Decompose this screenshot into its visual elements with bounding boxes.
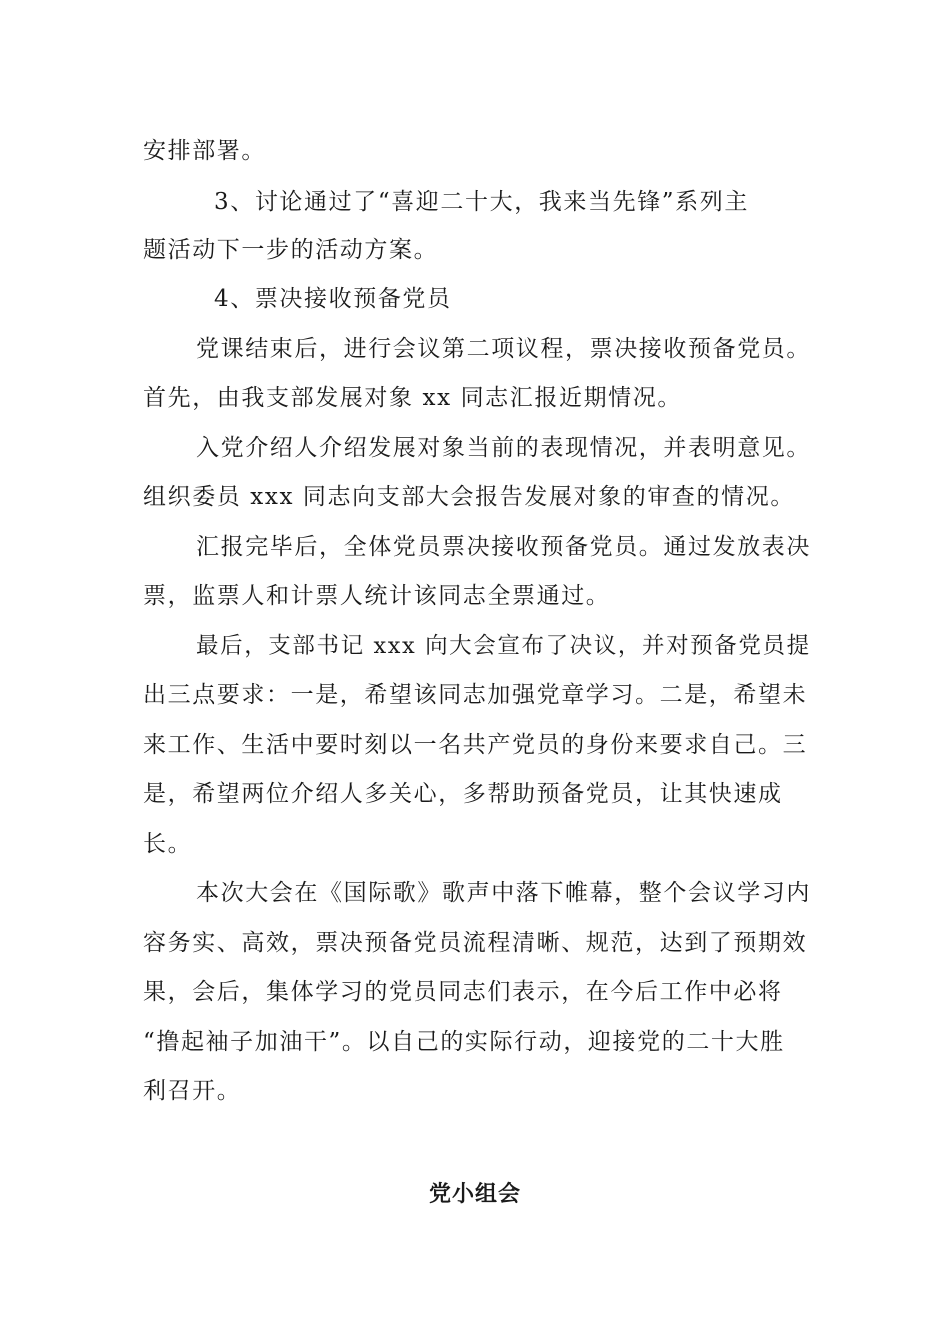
text-line-19: “撸起袖子加油干”。以自己的实际行动，迎接党的二十大胜 [143,1029,785,1055]
text-line-6: 首先，由我支部发展对象 xx 同志汇报近期情况。 [143,385,682,411]
text-line-11: 最后，支部书记 xxx 向大会宣布了决议，并对预备党员提 [196,633,811,659]
text-line-2: 3、讨论通过了“喜迎二十大，我来当先锋”系列主 [214,189,749,215]
text-line-3: 题活动下一步的活动方案。 [143,237,439,263]
text-line-13: 来工作、生活中要时刻以一名共产党员的身份来要求自己。三 [143,732,808,758]
text-line-1: 安排部署。 [143,138,266,164]
text-line-20: 利召开。 [143,1078,242,1104]
section-title: 党小组会 [428,1182,521,1207]
text-line-14: 是，希望两位介绍人多关心，多帮助预备党员，让其快速成 [143,781,783,807]
text-line-18: 果，会后，集体学习的党员同志们表示，在今后工作中必将 [143,979,783,1005]
text-line-7: 入党介绍人介绍发展对象当前的表现情况，并表明意见。 [196,435,811,461]
text-line-15: 长。 [143,831,193,857]
text-line-8: 组织委员 xxx 同志向支部大会报告发展对象的审查的情况。 [143,484,795,510]
text-line-10: 票，监票人和计票人统计该同志全票通过。 [143,583,611,609]
text-line-5: 党课结束后，进行会议第二项议程，票决接收预备党员。 [196,336,811,362]
text-line-16: 本次大会在《国际歌》歌声中落下帷幕，整个会议学习内 [196,880,811,906]
text-line-17: 容务实、高效，票决预备党员流程清晰、规范，达到了预期效 [143,930,808,956]
text-line-12: 出三点要求：一是，希望该同志加强党章学习。二是，希望未 [143,682,808,708]
text-line-9: 汇报完毕后，全体党员票决接收预备党员。通过发放表决 [196,534,811,560]
text-line-4: 4、票决接收预备党员 [214,286,452,312]
